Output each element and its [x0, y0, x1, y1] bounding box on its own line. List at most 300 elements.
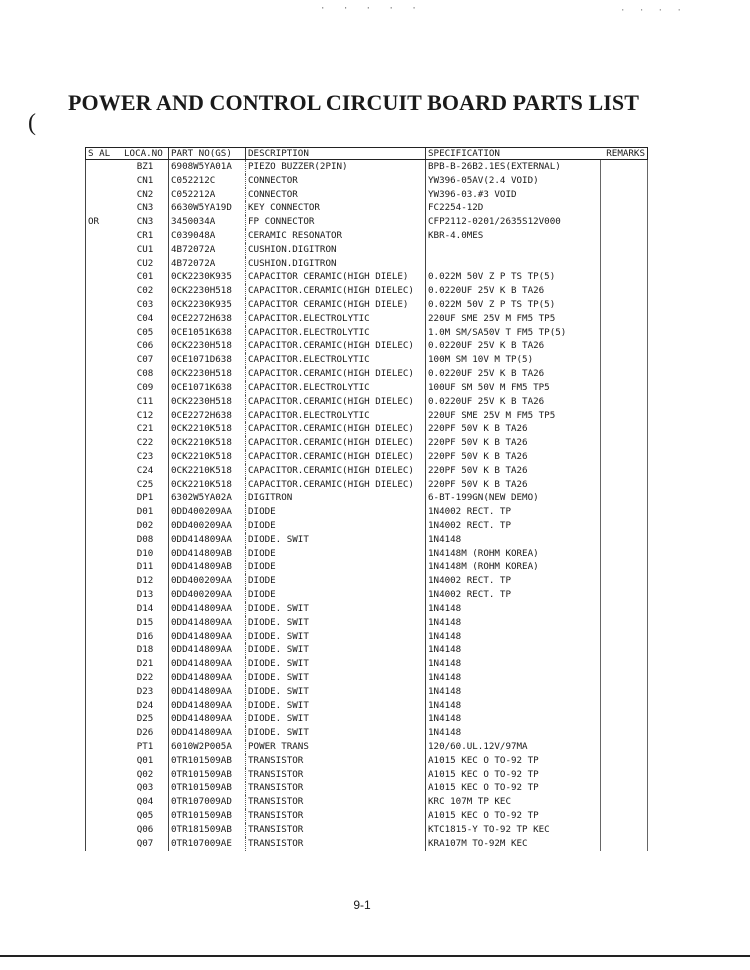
- cell-description: CAPACITOR.CERAMIC(HIGH DIELEC): [246, 284, 426, 298]
- cell-part-no: 6010W2P005A: [169, 740, 246, 754]
- cell-location-no: C06: [136, 340, 154, 352]
- cell-location-no: D01: [136, 506, 154, 518]
- table-row: [86, 409, 648, 423]
- cell-remarks: [600, 713, 648, 727]
- cell-sal: [86, 450, 123, 464]
- cell-sal: [86, 574, 123, 588]
- cell-part-no: 0DD400209AA: [169, 588, 246, 602]
- table-row: [86, 464, 648, 478]
- cell-remarks: [600, 547, 648, 561]
- cell-sal: [86, 298, 123, 312]
- cell-description: DIODE. SWIT: [246, 685, 426, 699]
- cell-specification: 1N4002 RECT. TP: [426, 519, 601, 533]
- cell-specification: 220UF SME 25V M FM5 TP5: [426, 409, 601, 423]
- cell-remarks: [600, 519, 648, 533]
- cell-remarks: [600, 685, 648, 699]
- cell-description: DIODE: [246, 505, 426, 519]
- cell-location-no: D16: [136, 630, 154, 642]
- cell-specification: 220PF 50V K B TA26: [426, 422, 601, 436]
- cell-specification: 0.0220UF 25V K B TA26: [426, 395, 601, 409]
- cell-remarks: [600, 809, 648, 823]
- cell-remarks: [600, 160, 648, 174]
- cell-specification: BPB-B-26B2.1ES(EXTERNAL): [426, 160, 601, 174]
- table-row: [86, 699, 648, 713]
- header-location-no: LOCA.NO: [122, 148, 169, 160]
- table-row: [86, 478, 648, 492]
- cell-remarks: [600, 422, 648, 436]
- cell-part-no: 3450034A: [169, 215, 246, 229]
- cell-specification: 1N4148: [426, 630, 601, 644]
- table-row: [86, 450, 648, 464]
- cell-remarks: [600, 740, 648, 754]
- table-row: [86, 671, 648, 685]
- cell-location-no: CN1: [136, 174, 154, 186]
- cell-remarks: [600, 823, 648, 837]
- cell-part-no: 0DD414809AA: [169, 630, 246, 644]
- cell-sal: [86, 602, 123, 616]
- table-row: [86, 188, 648, 202]
- cell-remarks: [600, 201, 648, 215]
- cell-part-no: 0TR101509AB: [169, 809, 246, 823]
- cell-sal: [86, 201, 123, 215]
- cell-location-no: C01: [136, 271, 154, 283]
- cell-sal: [86, 837, 123, 851]
- cell-specification: [426, 243, 601, 257]
- cell-specification: KRC 107M TP KEC: [426, 795, 601, 809]
- table-row: [86, 602, 648, 616]
- cell-location-no: D24: [136, 699, 154, 711]
- cell-sal: [86, 367, 123, 381]
- margin-mark: (: [28, 110, 36, 136]
- cell-location-no: C07: [136, 354, 154, 366]
- cell-specification: KTC1815-Y TO-92 TP KEC: [426, 823, 601, 837]
- cell-remarks: [600, 257, 648, 271]
- cell-remarks: [600, 243, 648, 257]
- cell-location-no: C09: [136, 381, 154, 393]
- cell-specification: 1.0M SM/SA50V T FM5 TP(5): [426, 326, 601, 340]
- cell-sal: [86, 547, 123, 561]
- cell-description: CAPACITOR.CERAMIC(HIGH DIELEC): [246, 450, 426, 464]
- cell-specification: 220PF 50V K B TA26: [426, 436, 601, 450]
- cell-remarks: [600, 409, 648, 423]
- cell-remarks: [600, 754, 648, 768]
- cell-location-no: D10: [136, 547, 154, 559]
- cell-specification: A1015 KEC O TO-92 TP: [426, 782, 601, 796]
- table-row: [86, 436, 648, 450]
- cell-location-no: D12: [136, 575, 154, 587]
- cell-sal: [86, 809, 123, 823]
- cell-description: PIEZO BUZZER(2PIN): [246, 160, 426, 174]
- cell-description: DIGITRON: [246, 492, 426, 506]
- cell-specification: 0.0220UF 25V K B TA26: [426, 340, 601, 354]
- cell-sal: [86, 409, 123, 423]
- cell-sal: [86, 699, 123, 713]
- cell-sal: [86, 381, 123, 395]
- cell-remarks: [600, 837, 648, 851]
- cell-location-no: D15: [136, 616, 154, 628]
- cell-sal: [86, 740, 123, 754]
- cell-location-no: C23: [136, 450, 154, 462]
- cell-sal: [86, 685, 123, 699]
- table-row: [86, 201, 648, 215]
- cell-sal: [86, 630, 123, 644]
- cell-description: CAPACITOR.ELECTROLYTIC: [246, 381, 426, 395]
- cell-location-no: Q06: [136, 823, 154, 835]
- table-row: [86, 809, 648, 823]
- cell-location-no: Q01: [136, 754, 154, 766]
- cell-description: DIODE. SWIT: [246, 699, 426, 713]
- cell-description: CAPACITOR CERAMIC(HIGH DIELE): [246, 298, 426, 312]
- cell-part-no: 6908W5YA01A: [169, 160, 246, 174]
- cell-location-no: C02: [136, 285, 154, 297]
- cell-remarks: [600, 326, 648, 340]
- cell-part-no: 0TR101509AB: [169, 782, 246, 796]
- cell-part-no: 0CE2272H638: [169, 312, 246, 326]
- cell-remarks: [600, 630, 648, 644]
- cell-remarks: [600, 616, 648, 630]
- cell-specification: 1N4002 RECT. TP: [426, 505, 601, 519]
- cell-location-no: Q02: [136, 768, 154, 780]
- cell-location-no: C11: [136, 395, 154, 407]
- cell-remarks: [600, 795, 648, 809]
- cell-location-no: CR1: [136, 229, 154, 241]
- cell-sal: [86, 519, 123, 533]
- cell-remarks: [600, 699, 648, 713]
- cell-part-no: 0CK2230K935: [169, 298, 246, 312]
- cell-specification: 1N4148M (ROHM KOREA): [426, 547, 601, 561]
- cell-remarks: [600, 726, 648, 740]
- cell-description: FP CONNECTOR: [246, 215, 426, 229]
- cell-description: DIODE: [246, 561, 426, 575]
- page-title: POWER AND CONTROL CIRCUIT BOARD PARTS LIST: [68, 90, 640, 115]
- cell-specification: 1N4148: [426, 671, 601, 685]
- cell-specification: 100UF SM 50V M FM5 TP5: [426, 381, 601, 395]
- cell-specification: 1N4148: [426, 643, 601, 657]
- cell-specification: 0.022M 50V Z P TS TP(5): [426, 298, 601, 312]
- cell-sal: [86, 671, 123, 685]
- header-part-no: PART NO(GS): [169, 148, 246, 160]
- cell-part-no: 0DD414809AA: [169, 685, 246, 699]
- table-row: [86, 726, 648, 740]
- cell-sal: [86, 616, 123, 630]
- cell-part-no: 0DD414809AB: [169, 561, 246, 575]
- cell-description: CUSHION.DIGITRON: [246, 243, 426, 257]
- cell-description: DIODE: [246, 547, 426, 561]
- cell-part-no: 0CK2230K935: [169, 271, 246, 285]
- table-row: [86, 492, 648, 506]
- table-row: [86, 823, 648, 837]
- cell-sal: [86, 160, 123, 174]
- table-row: [86, 381, 648, 395]
- cell-remarks: [600, 782, 648, 796]
- cell-part-no: 0CK2210K518: [169, 422, 246, 436]
- table-row: [86, 547, 648, 561]
- cell-part-no: 0CK2230H518: [169, 284, 246, 298]
- scan-noise-top: · · · · ·: [320, 4, 423, 14]
- cell-specification: KRA107M TO-92M KEC: [426, 837, 601, 851]
- cell-part-no: 0CK2230H518: [169, 367, 246, 381]
- cell-location-no: Q07: [136, 837, 154, 849]
- cell-sal: [86, 505, 123, 519]
- cell-sal: [86, 478, 123, 492]
- cell-specification: 6-BT-199GN(NEW DEMO): [426, 492, 601, 506]
- cell-description: DIODE. SWIT: [246, 657, 426, 671]
- cell-remarks: [600, 395, 648, 409]
- cell-description: CERAMIC RESONATOR: [246, 229, 426, 243]
- cell-remarks: [600, 464, 648, 478]
- cell-description: CAPACITOR.CERAMIC(HIGH DIELEC): [246, 340, 426, 354]
- cell-description: CONNECTOR: [246, 188, 426, 202]
- cell-part-no: 0DD400209AA: [169, 505, 246, 519]
- cell-description: DIODE: [246, 588, 426, 602]
- cell-part-no: 0DD400209AA: [169, 519, 246, 533]
- table-row: [86, 837, 648, 851]
- cell-description: CAPACITOR.ELECTROLYTIC: [246, 353, 426, 367]
- cell-remarks: [600, 505, 648, 519]
- table-row: [86, 630, 648, 644]
- cell-location-no: C12: [136, 409, 154, 421]
- cell-sal: [86, 464, 123, 478]
- cell-location-no: Q04: [136, 796, 154, 808]
- cell-part-no: 4B72072A: [169, 257, 246, 271]
- cell-part-no: 0DD414809AA: [169, 533, 246, 547]
- cell-part-no: 0TR101509AB: [169, 768, 246, 782]
- cell-location-no: D18: [136, 644, 154, 656]
- table-row: [86, 533, 648, 547]
- cell-sal: [86, 395, 123, 409]
- table-row: [86, 422, 648, 436]
- cell-description: CAPACITOR.CERAMIC(HIGH DIELEC): [246, 395, 426, 409]
- cell-remarks: [600, 671, 648, 685]
- cell-location-no: C25: [136, 478, 154, 490]
- cell-specification: FC2254-12D: [426, 201, 601, 215]
- cell-sal: [86, 326, 123, 340]
- cell-description: POWER TRANS: [246, 740, 426, 754]
- cell-specification: 1N4148: [426, 726, 601, 740]
- cell-location-no: D13: [136, 589, 154, 601]
- cell-part-no: 0CK2210K518: [169, 478, 246, 492]
- cell-description: DIODE. SWIT: [246, 726, 426, 740]
- cell-sal: [86, 422, 123, 436]
- cell-sal: [86, 340, 123, 354]
- cell-specification: A1015 KEC O TO-92 TP: [426, 768, 601, 782]
- cell-part-no: C039048A: [169, 229, 246, 243]
- table-row: [86, 326, 648, 340]
- cell-location-no: D22: [136, 671, 154, 683]
- cell-specification: 220PF 50V K B TA26: [426, 464, 601, 478]
- cell-description: DIODE. SWIT: [246, 671, 426, 685]
- table-row: [86, 353, 648, 367]
- cell-location-no: CN2: [136, 188, 154, 200]
- cell-specification: 220UF SME 25V M FM5 TP5: [426, 312, 601, 326]
- cell-part-no: 0DD414809AA: [169, 616, 246, 630]
- table-row: [86, 561, 648, 575]
- cell-sal: [86, 436, 123, 450]
- cell-location-no: D25: [136, 713, 154, 725]
- cell-specification: CFP2112-0201/2635S12V000: [426, 215, 601, 229]
- cell-sal: [86, 284, 123, 298]
- cell-location-no: CN3: [136, 216, 154, 228]
- cell-part-no: 0TR107009AD: [169, 795, 246, 809]
- cell-location-no: PT1: [136, 741, 154, 753]
- cell-part-no: 0CE1051K638: [169, 326, 246, 340]
- cell-remarks: [600, 340, 648, 354]
- cell-description: CAPACITOR CERAMIC(HIGH DIELE): [246, 271, 426, 285]
- table-row: [86, 519, 648, 533]
- cell-specification: 220PF 50V K B TA26: [426, 450, 601, 464]
- cell-description: TRANSISTOR: [246, 768, 426, 782]
- cell-location-no: DP1: [136, 492, 154, 504]
- table-row: [86, 229, 648, 243]
- cell-sal: [86, 271, 123, 285]
- cell-remarks: [600, 643, 648, 657]
- cell-remarks: [600, 574, 648, 588]
- cell-description: TRANSISTOR: [246, 782, 426, 796]
- cell-specification: 1N4148: [426, 699, 601, 713]
- cell-specification: 1N4148: [426, 602, 601, 616]
- cell-description: DIODE. SWIT: [246, 713, 426, 727]
- cell-remarks: [600, 588, 648, 602]
- cell-specification: 1N4002 RECT. TP: [426, 574, 601, 588]
- cell-specification: 220PF 50V K B TA26: [426, 478, 601, 492]
- table-row: [86, 395, 648, 409]
- cell-sal: [86, 726, 123, 740]
- cell-specification: 0.0220UF 25V K B TA26: [426, 367, 601, 381]
- cell-sal: [86, 243, 123, 257]
- cell-sal: [86, 353, 123, 367]
- cell-specification: 1N4148: [426, 685, 601, 699]
- cell-description: TRANSISTOR: [246, 823, 426, 837]
- cell-location-no: D08: [136, 533, 154, 545]
- cell-sal: [86, 492, 123, 506]
- cell-description: CAPACITOR.CERAMIC(HIGH DIELEC): [246, 436, 426, 450]
- cell-part-no: 0TR101509AB: [169, 754, 246, 768]
- table-row: [86, 574, 648, 588]
- cell-part-no: 0DD414809AA: [169, 699, 246, 713]
- scan-noise-right: · · · ·: [620, 6, 686, 16]
- cell-location-no: C22: [136, 437, 154, 449]
- table-row: [86, 312, 648, 326]
- table-row: [86, 657, 648, 671]
- table-row: [86, 284, 648, 298]
- parts-table-body: [86, 160, 648, 851]
- table-row: [86, 616, 648, 630]
- cell-part-no: 0DD414809AA: [169, 602, 246, 616]
- table-row: [86, 243, 648, 257]
- cell-description: DIODE: [246, 519, 426, 533]
- cell-remarks: [600, 492, 648, 506]
- cell-part-no: 0DD414809AA: [169, 657, 246, 671]
- cell-description: TRANSISTOR: [246, 809, 426, 823]
- cell-part-no: 0DD414809AB: [169, 547, 246, 561]
- table-row: [86, 215, 648, 229]
- cell-location-no: CU2: [136, 257, 154, 269]
- cell-description: DIODE. SWIT: [246, 533, 426, 547]
- table-row: [86, 795, 648, 809]
- cell-specification: A1015 KEC O TO-92 TP: [426, 754, 601, 768]
- table-row: [86, 160, 648, 174]
- cell-description: DIODE. SWIT: [246, 602, 426, 616]
- cell-location-no: BZ1: [136, 160, 154, 172]
- cell-location-no: C08: [136, 368, 154, 380]
- cell-location-no: Q05: [136, 810, 154, 822]
- cell-part-no: 0DD414809AA: [169, 643, 246, 657]
- cell-sal: [86, 643, 123, 657]
- cell-sal: [86, 588, 123, 602]
- cell-description: DIODE. SWIT: [246, 616, 426, 630]
- cell-description: TRANSISTOR: [246, 795, 426, 809]
- cell-specification: 1N4148: [426, 533, 601, 547]
- table-header-row: [86, 148, 648, 160]
- cell-description: KEY CONNECTOR: [246, 201, 426, 215]
- cell-part-no: 0CK2210K518: [169, 450, 246, 464]
- cell-description: CAPACITOR.CERAMIC(HIGH DIELEC): [246, 367, 426, 381]
- table-row: [86, 588, 648, 602]
- cell-sal: [86, 657, 123, 671]
- table-row: [86, 298, 648, 312]
- cell-remarks: [600, 298, 648, 312]
- cell-description: CAPACITOR.CERAMIC(HIGH DIELEC): [246, 422, 426, 436]
- cell-remarks: [600, 229, 648, 243]
- cell-location-no: C24: [136, 464, 154, 476]
- cell-sal: [86, 188, 123, 202]
- cell-location-no: C04: [136, 312, 154, 324]
- table-row: [86, 505, 648, 519]
- cell-part-no: 0CK2210K518: [169, 436, 246, 450]
- cell-description: CONNECTOR: [246, 174, 426, 188]
- cell-location-no: D02: [136, 520, 154, 532]
- cell-remarks: [600, 271, 648, 285]
- cell-remarks: [600, 436, 648, 450]
- cell-sal: [86, 312, 123, 326]
- cell-remarks: [600, 312, 648, 326]
- cell-sal: [86, 768, 123, 782]
- cell-part-no: 0TR181509AB: [169, 823, 246, 837]
- cell-description: TRANSISTOR: [246, 754, 426, 768]
- cell-remarks: [600, 188, 648, 202]
- cell-remarks: [600, 381, 648, 395]
- table-row: [86, 174, 648, 188]
- cell-part-no: C052212A: [169, 188, 246, 202]
- cell-part-no: 6630W5YA19D: [169, 201, 246, 215]
- cell-specification: YW396-03.#3 VOID: [426, 188, 601, 202]
- cell-part-no: 0DD414809AA: [169, 726, 246, 740]
- cell-description: TRANSISTOR: [246, 837, 426, 851]
- cell-description: DIODE: [246, 574, 426, 588]
- cell-description: CAPACITOR.CERAMIC(HIGH DIELEC): [246, 464, 426, 478]
- cell-part-no: 0CK2230H518: [169, 340, 246, 354]
- cell-sal: [86, 823, 123, 837]
- cell-specification: 1N4002 RECT. TP: [426, 588, 601, 602]
- cell-specification: 1N4148M (ROHM KOREA): [426, 561, 601, 575]
- cell-sal: OR: [86, 215, 123, 229]
- table-row: [86, 685, 648, 699]
- cell-remarks: [600, 174, 648, 188]
- cell-location-no: CN3: [136, 202, 154, 214]
- cell-remarks: [600, 367, 648, 381]
- cell-specification: KBR-4.0MES: [426, 229, 601, 243]
- cell-sal: [86, 229, 123, 243]
- cell-part-no: 0CE2272H638: [169, 409, 246, 423]
- cell-description: CAPACITOR.ELECTROLYTIC: [246, 409, 426, 423]
- cell-specification: 100M SM 10V M TP(5): [426, 353, 601, 367]
- cell-specification: 1N4148: [426, 616, 601, 630]
- cell-description: DIODE. SWIT: [246, 630, 426, 644]
- cell-location-no: D21: [136, 658, 154, 670]
- cell-part-no: 0CE1071K638: [169, 381, 246, 395]
- cell-sal: [86, 782, 123, 796]
- cell-remarks: [600, 215, 648, 229]
